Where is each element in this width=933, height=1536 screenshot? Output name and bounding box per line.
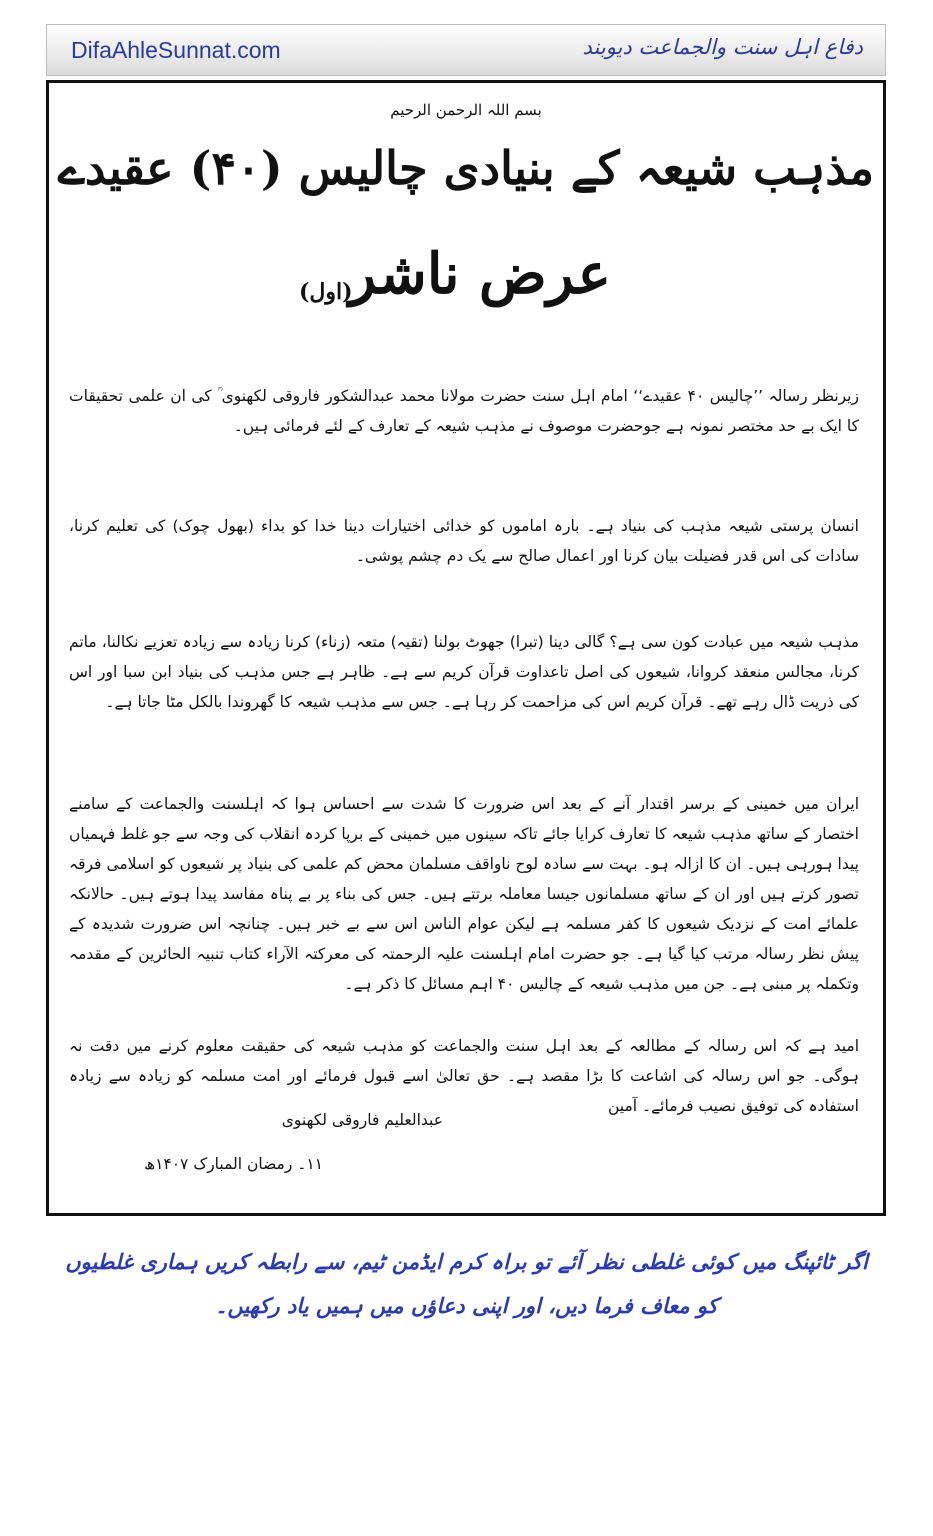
- paragraph-hope: امید ہے کہ اس رسالہ کے مطالعہ کے بعد اہل سنت والجماعت کو مذہب شیعہ کی حقیقت معلوم کرنے میں دقت نہ ہوگی۔ جو اس رسالہ کی اشاعت کا بڑا مقصد ہے۔ حق تعالیٰ اسے قبول فرمائے اور امت مسلمہ کو زیادہ سے زیادہ استفادہ کی توفیق نصیب فرمائے۔ آمین: [69, 1037, 859, 1115]
- date: ۱۱۔ رمضان المبارک ۱۴۰۷ھ: [144, 1155, 323, 1173]
- paragraph-worship: مذہب شیعہ میں عبادت کون سی ہے؟ گالی دینا (تبرا) جھوٹ بولنا (تقیہ) متعہ (زناء) کرنا زیادہ سے زیادہ تعزیے نکالنا، ماتم کرنا، مجالس منعقد کروانا، شیعوں کی اصل تاعداوت قرآن کریم سے ہے۔ ظاہر ہے جس مذہب کی بنیاد ابن سبا اور اس کی ذریت ڈال رہے تھے۔ قرآن کریم اس کی مزاحمت کر رہا ہے۔ جس سے مذہب شیعہ کا گھروندا بالکل مٹا جاتا ہے۔: [69, 633, 859, 711]
- site-header: [46, 24, 886, 76]
- paragraph-iran: ایران میں خمینی کے برسر اقتدار آنے کے بعد اس ضرورت کا شدت سے احساس ہوا کہ اہلسنت والجماعت کے سامنے اختصار کے ساتھ مذہب شیعہ کا تعارف کرایا جائے تاکہ سینوں میں خمینی کے برپا کردہ انقلاب کی وجہ سے جو غلط فہمیاں پیدا ہورہی ہیں۔ ان کا ازالہ ہو۔ بہت سے سادہ لوح ناواقف مسلمان محض کم علمی کی بنیاد پر شیعوں کو اسلامی فرقہ تصور کرتے ہیں اور ان کے ساتھ مسلمانوں جیسا معاملہ برتتے ہیں۔ جس کی بناء پر بے پناہ مفاسد پیدا ہوتے ہیں۔ حالانکہ علمائے امت کے نزدیک شیعوں کا کفر مسلمہ ہے لیکن عوام الناس اس سے بے خبر ہیں۔ چنانچہ اس ضرورت شدیدہ کے پیش نظر رسالہ مرتب کیا گیا ہے۔ جو حضرت امام اہلسنت علیہ الرحمتہ کی معرکتہ الآراء کتاب تنبیہ الحائرین کے مقدمہ وتکملہ پر مبنی ہے۔ جن میں مذہب شیعہ کے چالیس ۴۰ اہم مسائل کا ذکر ہے۔: [69, 795, 859, 993]
- section-note: (اول): [299, 279, 353, 305]
- header-urdu-title: دفاع اہل سنت والجماعت دیوبند: [582, 35, 863, 59]
- footer-note: اگر ٹائپنگ میں کوئی غلطی نظر آئے تو براہ کرم ایڈمن ٹیم، سے رابطہ کریں ہماری غلطیوں کو معاف فرما دیں، اور اپنی دعاؤں میں ہمیں یاد رکھیں۔: [65, 1250, 868, 1318]
- document-frame: [46, 80, 886, 1216]
- paragraph-intro: زیرنظر رسالہ ’’چالیس ۴۰ عقیدے‘‘ امام اہل سنت حضرت مولانا محمد عبدالشکور فاروقی لکھنوی ؒ کی ان علمی تحقیقات کا ایک بے حد مختصر نمونہ ہے جوحضرت موصوف نے مذہب شیعہ کے تعارف کے لئے فرمائی ہیں۔: [69, 387, 859, 435]
- site-name[interactable]: DifaAhleSunnat.com: [71, 37, 281, 63]
- page-title: مذہب شیعہ کے بنیادی چالیس (۴۰) عقیدے: [57, 141, 875, 195]
- paragraph-basis: انسان پرستی شیعہ مذہب کی بنیاد ہے۔ بارہ اماموں کو خدائی اختیارات دینا خدا کو بداء (بھول چوک) کی تعلیم کرنا، سادات کی اس قدر فضیلت بیان کرنا اور اعمال صالح سے یک دم چشم پوشی۔: [69, 517, 859, 565]
- bismillah: بسم اللہ الرحمن الرحیم: [390, 101, 542, 119]
- signature: عبدالعلیم فاروقی لکھنوی: [281, 1111, 443, 1129]
- section-title: عرض ناشر: [349, 241, 611, 307]
